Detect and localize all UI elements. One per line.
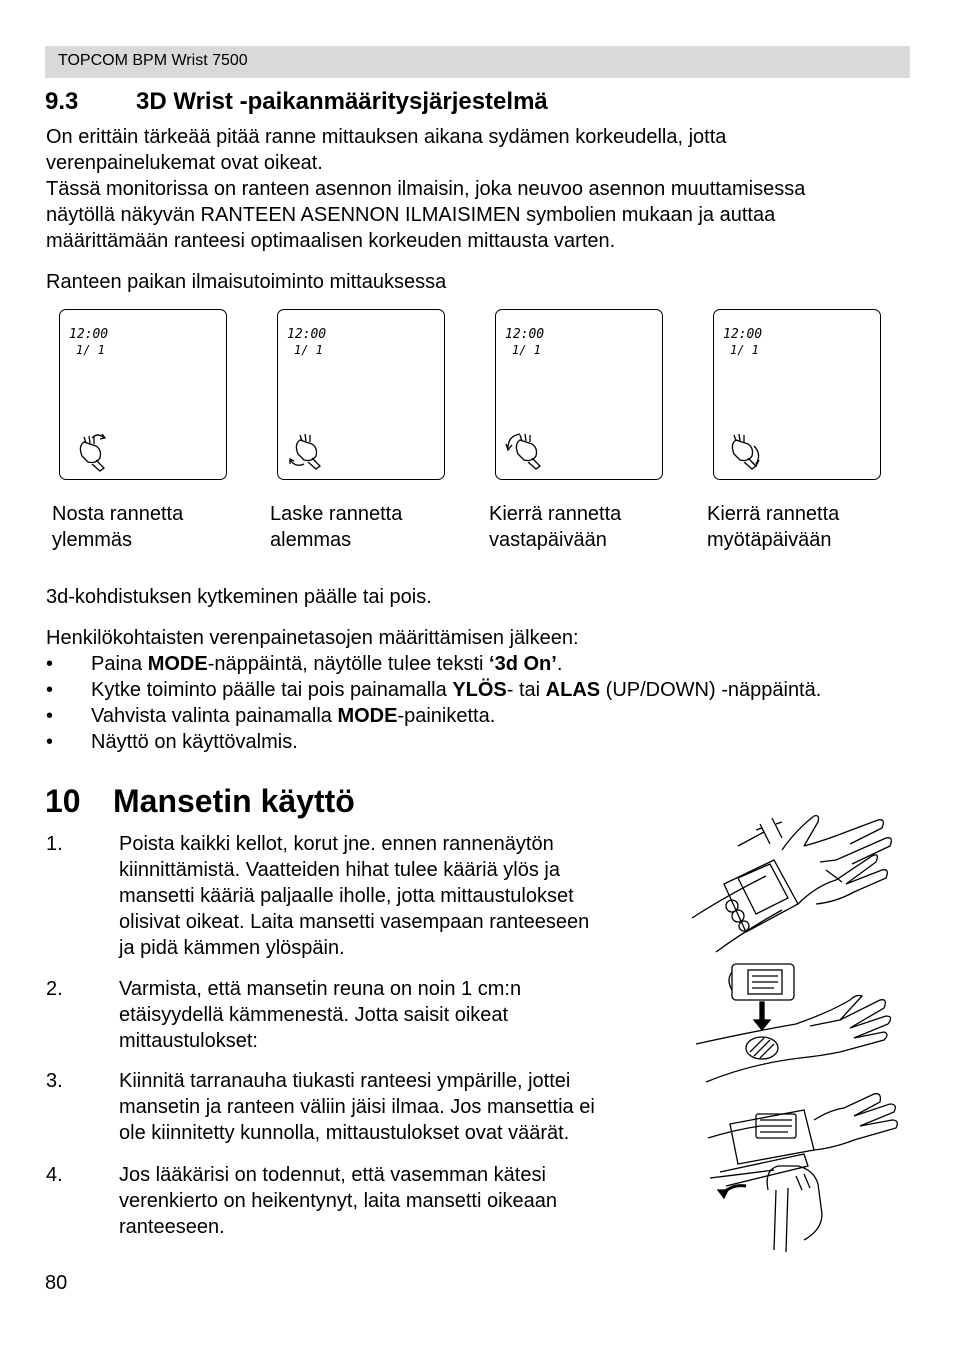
bullet-dot: • — [46, 731, 54, 753]
key-name: YLÖS — [452, 679, 507, 701]
wrist-raise-icon — [80, 434, 105, 471]
bullet-dot: • — [46, 679, 54, 701]
subheading: Ranteen paikan ilmaisutoiminto mittauksessa — [46, 271, 447, 293]
text-line: verenpainelukemat ovat oikeat. — [46, 152, 323, 174]
bullet-dot: • — [46, 705, 54, 727]
text-line: Poista kaikki kellot, korut jne. ennen rannenäytön — [119, 833, 554, 855]
text-line: verenkierto on heikentynyt, laita mansetti oikeaan — [119, 1190, 558, 1212]
text: Paina — [91, 653, 148, 675]
text: Kytke toiminto päälle tai pois painamalla — [91, 679, 453, 701]
text: -painiketta. — [397, 705, 496, 727]
text-line: etäisyydellä kämmenestä. Jotta saisit oikeat — [119, 1004, 509, 1026]
caption-line: myötäpäivään — [707, 529, 832, 551]
step-number: 4. — [46, 1164, 63, 1186]
text-line: ranteeseen. — [119, 1216, 225, 1238]
caption-line: Kierrä rannetta — [707, 503, 840, 525]
text-line: mansetin ja ranteen väliin jäisi ilmaa. Jos mansettia ei — [119, 1096, 595, 1118]
wrist-rotate-ccw-icon — [506, 434, 540, 469]
caption-rotate-cw — [707, 501, 907, 553]
step-number: 2. — [46, 978, 63, 1000]
paragraph-1 — [46, 124, 916, 254]
page-number: 80 — [45, 1272, 68, 1294]
text-line: ole kiinnitetty kunnolla, mittaustulokset ovat väärät. — [119, 1122, 570, 1144]
header-bar — [45, 46, 910, 78]
toggle-lead: Henkilökohtaisten verenpainetasojen määrittämisen jälkeen: — [46, 627, 579, 649]
key-name: MODE — [147, 653, 208, 675]
lcd-time: 12:00 — [287, 327, 327, 342]
lcd-time: 12:00 — [723, 327, 763, 342]
caption-line: Laske rannetta — [270, 503, 403, 525]
text-line: Kiinnitä tarranauha tiukasti ranteesi ympärille, jottei — [119, 1070, 571, 1092]
chapter-heading — [45, 783, 355, 820]
key-name: ALAS — [545, 679, 601, 701]
text-line: näytöllä näkyvän RANTEEN ASENNON ILMAISIMEN symbolien mukaan ja auttaa — [46, 204, 776, 226]
lcd-panel-rotate-cw — [713, 309, 881, 480]
caption-line: ylemmäs — [52, 529, 133, 551]
text: Näyttö on käyttövalmis. — [91, 731, 298, 753]
caption-line: Nosta rannetta — [52, 503, 184, 525]
step-number: 3. — [46, 1070, 63, 1092]
lcd-panel-lower — [277, 309, 445, 480]
wrist-cuff-positioning-icon — [690, 960, 894, 1088]
section-number: 9.3 — [45, 88, 79, 115]
text-line: Tässä monitorissa on ranteen asennon ilmaisin, joka neuvoo asennon muuttamisessa — [46, 178, 806, 200]
text-line: mittaustulokset: — [119, 1030, 258, 1052]
key-name: MODE — [337, 705, 398, 727]
lcd-time: 12:00 — [505, 327, 545, 342]
lcd-time: 12:00 — [69, 327, 109, 342]
lcd-panel-rotate-ccw — [495, 309, 663, 480]
text: - tai — [506, 679, 546, 701]
lcd-date: 1/ 1 — [76, 343, 105, 357]
caption-raise — [52, 501, 252, 553]
text-line: ja pidä kämmen ylöspäin. — [119, 937, 345, 959]
caption-line: Kierrä rannetta — [489, 503, 622, 525]
section-title: 3D Wrist -paikanmääritysjärjestelmä — [136, 88, 548, 115]
lcd-date: 1/ 1 — [512, 343, 541, 357]
text-line: olisivat oikeat. Laita mansetti vasempaan ranteeseen — [119, 911, 590, 933]
text-line: On erittäin tärkeää pitää ranne mittauksen aikana sydämen korkeudella, jotta — [46, 126, 727, 148]
text-line: määrittämään ranteesi optimaalisen korkeuden mittausta varten. — [46, 230, 616, 252]
caption-line: vastapäivään — [489, 529, 607, 551]
step-number: 1. — [46, 833, 63, 855]
bullet-dot: • — [46, 653, 54, 675]
wrist-cuff-placement-icon — [686, 810, 900, 956]
text: (UP/DOWN) -näppäintä. — [600, 679, 822, 701]
lcd-panel-raise — [59, 309, 227, 480]
text-line: Varmista, että mansetin reuna on noin 1 cm:n — [119, 978, 522, 1000]
wrist-lower-icon — [290, 434, 320, 469]
display-text: ‘3d On’ — [489, 653, 557, 675]
header-title: TOPCOM BPM Wrist 7500 — [58, 52, 248, 69]
caption-rotate-ccw — [489, 501, 689, 553]
text: -näppäintä, näytölle tulee teksti — [207, 653, 490, 675]
caption-lower — [270, 501, 470, 553]
text-line: kiinnittämistä. Vaatteiden hihat tulee kääriä ylös ja — [119, 859, 560, 881]
text: . — [556, 653, 563, 675]
wrist-rotate-cw-icon — [732, 434, 759, 469]
text: Vahvista valinta painamalla — [91, 705, 338, 727]
lcd-date: 1/ 1 — [294, 343, 323, 357]
caption-line: alemmas — [270, 529, 352, 551]
chapter-number: 10 — [45, 783, 81, 819]
lcd-date: 1/ 1 — [730, 343, 759, 357]
text-line: Jos lääkärisi on todennut, että vasemman kätesi — [119, 1164, 546, 1186]
toggle-intro: 3d-kohdistuksen kytkeminen päälle tai pois. — [46, 586, 432, 608]
chapter-title: Mansetin käyttö — [113, 783, 355, 819]
section-heading — [45, 88, 548, 116]
wrist-strap-fastening-icon — [704, 1090, 900, 1256]
text-line: mansetti kääriä paljaalle iholle, jotta mittaustulokset — [119, 885, 574, 907]
